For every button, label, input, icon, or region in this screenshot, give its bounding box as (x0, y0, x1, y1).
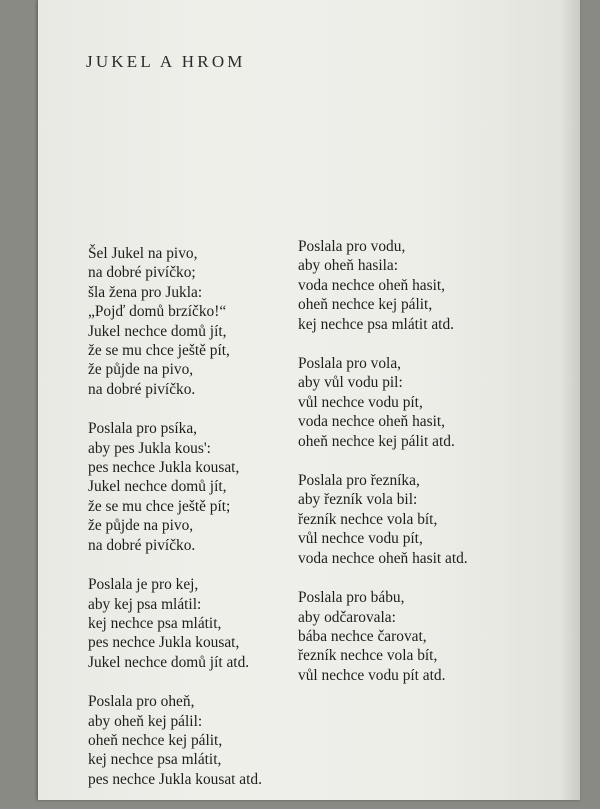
poem-line: vůl nechce vodu pít, (298, 530, 423, 548)
poem-line: že půjde na pivo, (88, 361, 194, 379)
poem-line: Poslala pro bábu, (298, 589, 405, 607)
poem-line: Poslala pro oheň, (88, 693, 195, 711)
poem-line: Šel Jukel na pivo, (88, 245, 198, 262)
poem-line: Poslala pro řezníka, (298, 472, 420, 490)
stanza (88, 692, 262, 789)
poem-line: kej nechce psa mlátit, (88, 614, 222, 632)
stanza (298, 471, 468, 568)
poem-line: aby kej psa mlátil: (88, 595, 202, 613)
book-page (38, 0, 580, 800)
poem-line: oheň nechce kej pálit, (298, 296, 433, 314)
poem-line: bába nechce čarovat, (298, 627, 427, 645)
poem-line: vůl nechce vodu pít atd. (298, 666, 446, 684)
stanza (88, 575, 262, 672)
poem-column-right (298, 237, 468, 705)
poem-line: oheň nechce kej pálit, (88, 731, 223, 749)
poem-column-left (88, 244, 262, 809)
poem-line: voda nechce oheň hasit atd. (298, 549, 468, 567)
poem-line: pes nechce Jukla kousat, (88, 634, 240, 652)
stanza (298, 354, 468, 451)
poem-line: kej nechce psa mlátit, (88, 751, 222, 769)
poem-line: Jukel nechce domů jít, (88, 322, 227, 340)
poem-line: šla žena pro Jukla: (88, 283, 203, 301)
poem-line: na dobré pivíčko; (88, 264, 196, 282)
poem-line: na dobré pivíčko. (88, 380, 196, 398)
poem-line: Jukel nechce domů jít atd. (88, 653, 250, 671)
poem-line: „Pojď domů brzíčko!“ (88, 303, 227, 321)
poem-line: vůl nechce vodu pít, (298, 393, 423, 411)
poem-line: Poslala je pro kej, (88, 576, 199, 594)
stanza (88, 244, 262, 399)
poem-line: pes nechce Jukla kousat atd. (88, 770, 262, 788)
poem-line: pes nechce Jukla kousat, (88, 459, 240, 477)
stanza (298, 237, 468, 334)
poem-line: aby oheň kej pálil: (88, 712, 203, 730)
poem-line: aby odčarovala: (298, 608, 396, 626)
poem-title: JUKEL A HROM (86, 52, 246, 71)
stanza (88, 419, 262, 555)
poem-line: aby řezník vola bil: (298, 491, 418, 509)
poem-line: oheň nechce kej pálit atd. (298, 432, 455, 450)
poem-line: Poslala pro psíka, (88, 420, 198, 438)
poem-line: řezník nechce vola bít, (298, 647, 438, 665)
poem-line: že půjde na pivo, (88, 517, 194, 535)
poem-line: Poslala pro vodu, (298, 238, 406, 255)
poem-line: aby vůl vodu pil: (298, 374, 403, 392)
poem-line: voda nechce oheň hasit, (298, 276, 446, 294)
poem-line: Poslala pro vola, (298, 355, 402, 373)
poem-line: řezník nechce vola bít, (298, 510, 438, 528)
poem-line: voda nechce oheň hasit, (298, 413, 446, 431)
poem-line: že se mu chce ještě pít; (88, 497, 231, 515)
poem-line: aby oheň hasila: (298, 257, 399, 275)
poem-line: na dobré pivíčko. (88, 536, 196, 554)
poem-line: že se mu chce ještě pít, (88, 342, 230, 360)
poem-line: kej nechce psa mlátit atd. (298, 315, 454, 333)
page-gutter-shadow (560, 0, 580, 800)
stanza (298, 588, 468, 685)
poem-line: Jukel nechce domů jít, (88, 478, 227, 496)
poem-line: aby pes Jukla kous': (88, 439, 211, 457)
